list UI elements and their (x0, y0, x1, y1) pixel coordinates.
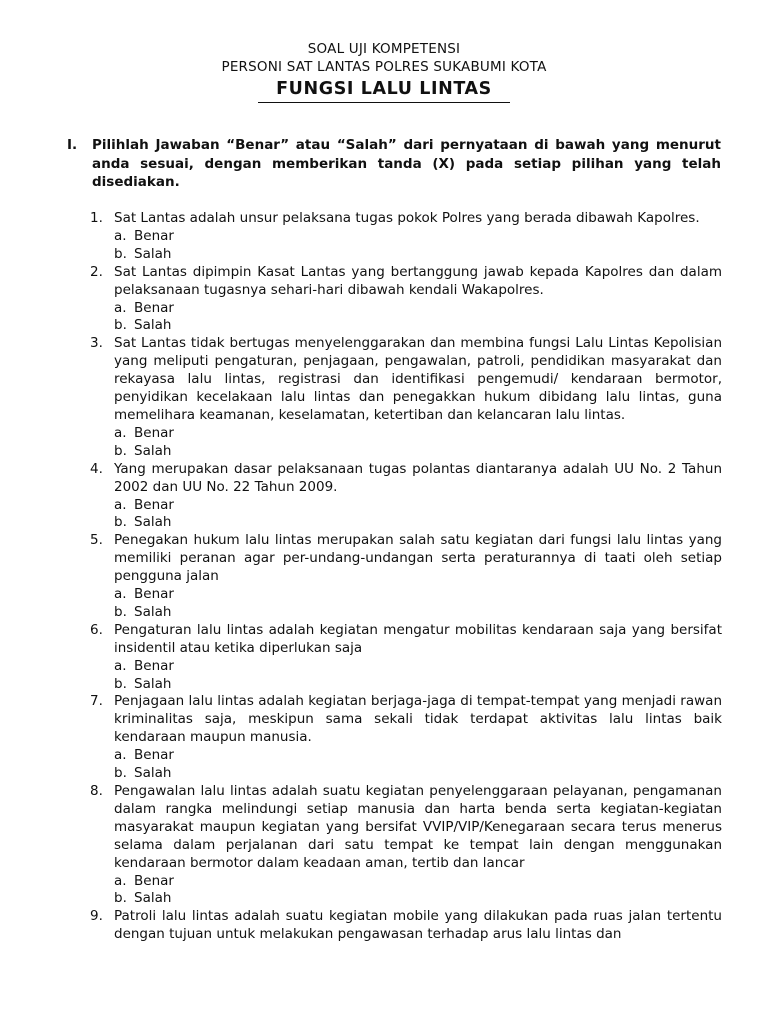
question-item (90, 335, 722, 460)
option-label: Benar (134, 586, 174, 603)
option-letter: a. (114, 872, 127, 889)
option-label: Salah (134, 765, 172, 782)
question-list (90, 210, 722, 944)
question-item (90, 693, 722, 783)
question-number: 5. (90, 532, 103, 549)
question-number: 8. (90, 783, 103, 799)
question-text: Pengawalan lalu lintas adalah suatu kegiatan penyelenggaraan pelayanan, pengamanan dalam rangka melindungi setiap manusia dan harta benda serta kegiatan-kegiatan masyarakat maupun kegiatan yang bersifat VVIP/VIP/Kenegaraan secara terus menerus selama dalam perjalanan dari satu tempat ke tempat lain dengan menggunakan kendaraan bermotor dalam keadaan aman, tertib dan lancar (114, 783, 722, 871)
question-item (90, 264, 722, 336)
document-header (0, 40, 768, 103)
option-label: Benar (134, 424, 174, 441)
question-text: Yang merupakan dasar pelaksanaan tugas polantas diantaranya adalah UU No. 2 Tahun 2002 dan UU No. 22 Tahun 2009. (114, 460, 722, 495)
option-letter: b. (114, 675, 127, 692)
option-letter: b. (114, 317, 127, 334)
answer-option[interactable] (114, 443, 722, 461)
option-letter: a. (114, 227, 127, 244)
option-label: Benar (134, 657, 174, 674)
question-text: Penjagaan lalu lintas adalah kegiatan berjaga-jaga di tempat-tempat yang menjadi rawan kriminalitas saja, meskipun sama sekali tidak terdapat aktivitas lalu lintas baik kendaraan maupun manusia. (114, 693, 722, 746)
option-label: Benar (134, 496, 174, 513)
option-letter: b. (114, 890, 127, 907)
option-letter: a. (114, 424, 127, 441)
answer-option[interactable] (114, 890, 722, 908)
question-item (90, 461, 722, 533)
option-label: Benar (134, 747, 174, 764)
answer-option[interactable] (114, 246, 722, 264)
option-letter: b. (114, 603, 127, 620)
question-number: 6. (90, 621, 103, 638)
option-label: Benar (134, 872, 174, 889)
question-number: 9. (90, 908, 103, 925)
option-label: Benar (134, 227, 174, 244)
question-number: 4. (90, 460, 103, 477)
question-number: 2. (90, 263, 103, 280)
option-letter: a. (114, 586, 127, 603)
answer-option[interactable] (114, 514, 722, 532)
answer-option[interactable] (114, 317, 722, 335)
header-line-2: PERSONI SAT LANTAS POLRES SUKABUMI KOTA (221, 59, 547, 75)
option-letter: a. (114, 657, 127, 674)
answer-option[interactable] (114, 658, 722, 676)
option-label: Benar (134, 299, 174, 316)
question-item (90, 908, 722, 944)
option-letter: a. (114, 747, 127, 764)
question-item (90, 783, 722, 908)
option-label: Salah (134, 245, 172, 262)
option-letter: a. (114, 496, 127, 513)
question-number: 1. (90, 210, 103, 226)
question-item (90, 210, 722, 264)
question-text: Sat Lantas adalah unsur pelaksana tugas pokok Polres yang berada dibawah Kapolres. (114, 210, 700, 226)
instruction-numeral: I. (67, 137, 78, 153)
question-number: 3. (90, 335, 103, 352)
instruction-text: Pilihlah Jawaban “Benar” atau “Salah” dari pernyataan di bawah yang menurut anda sesuai, dengan memberikan tanda (X) pada setiap pilihan yang telah disediakan. (92, 137, 721, 190)
answer-option[interactable] (114, 228, 722, 246)
option-letter: b. (114, 245, 127, 262)
question-text: Sat Lantas tidak bertugas menyelenggarakan dan membina fungsi Lalu Lintas Kepolisian yang meliputi pengaturan, penjagaan, pengawalan, patroli, pendidikan masyarakat dan rekayasa lalu lintas, registrasi dan identifikasi pengemudi/ kendaraan bermotor, penyidikan kecelakaan lalu lintas dan penegakkan hukum dibidang lalu lintas, guna memelihara keamanan, keselamatan, ketertiban dan kelancaran lalu lintas. (114, 335, 722, 423)
option-letter: b. (114, 442, 127, 459)
answer-option[interactable] (114, 604, 722, 622)
title-underline (258, 78, 510, 103)
option-label: Salah (134, 675, 172, 692)
question-item (90, 532, 722, 622)
option-label: Salah (134, 442, 172, 459)
option-label: Salah (134, 514, 172, 531)
answer-option[interactable] (114, 497, 722, 515)
question-text: Penegakan hukum lalu lintas merupakan salah satu kegiatan dari fungsi lalu lintas yang memiliki peranan agar per-undang-undangan serta peraturannya di taati oleh setiap pengguna jalan (114, 532, 722, 585)
question-text: Pengaturan lalu lintas adalah kegiatan mengatur mobilitas kendaraan saja yang bersifat insidentil atau ketika diperlukan saja (114, 621, 722, 656)
answer-option[interactable] (114, 300, 722, 318)
question-text: Patroli lalu lintas adalah suatu kegiatan mobile yang dilakukan pada ruas jalan tertentu dengan tujuan untuk melakukan pengawasan terhadap arus lalu lintas dan (114, 908, 722, 943)
answer-option[interactable] (114, 765, 722, 783)
answer-option[interactable] (114, 873, 722, 891)
option-letter: b. (114, 765, 127, 782)
question-text: Sat Lantas dipimpin Kasat Lantas yang bertanggung jawab kepada Kapolres dan dalam pelaksanaan tugasnya sehari-hari dibawah kendali Wakapolres. (114, 263, 722, 298)
option-label: Salah (134, 603, 172, 620)
answer-option[interactable] (114, 586, 722, 604)
option-letter: a. (114, 299, 127, 316)
header-line-1: SOAL UJI KOMPETENSI (307, 41, 461, 57)
answer-option[interactable] (114, 676, 722, 694)
option-label: Salah (134, 890, 172, 907)
question-item (90, 622, 722, 694)
document-title: FUNGSI LALU LINTAS (276, 79, 492, 99)
option-letter: b. (114, 514, 127, 531)
answer-option[interactable] (114, 747, 722, 765)
option-label: Salah (134, 317, 172, 334)
instruction (67, 136, 721, 192)
answer-option[interactable] (114, 425, 722, 443)
question-number: 7. (90, 693, 103, 710)
